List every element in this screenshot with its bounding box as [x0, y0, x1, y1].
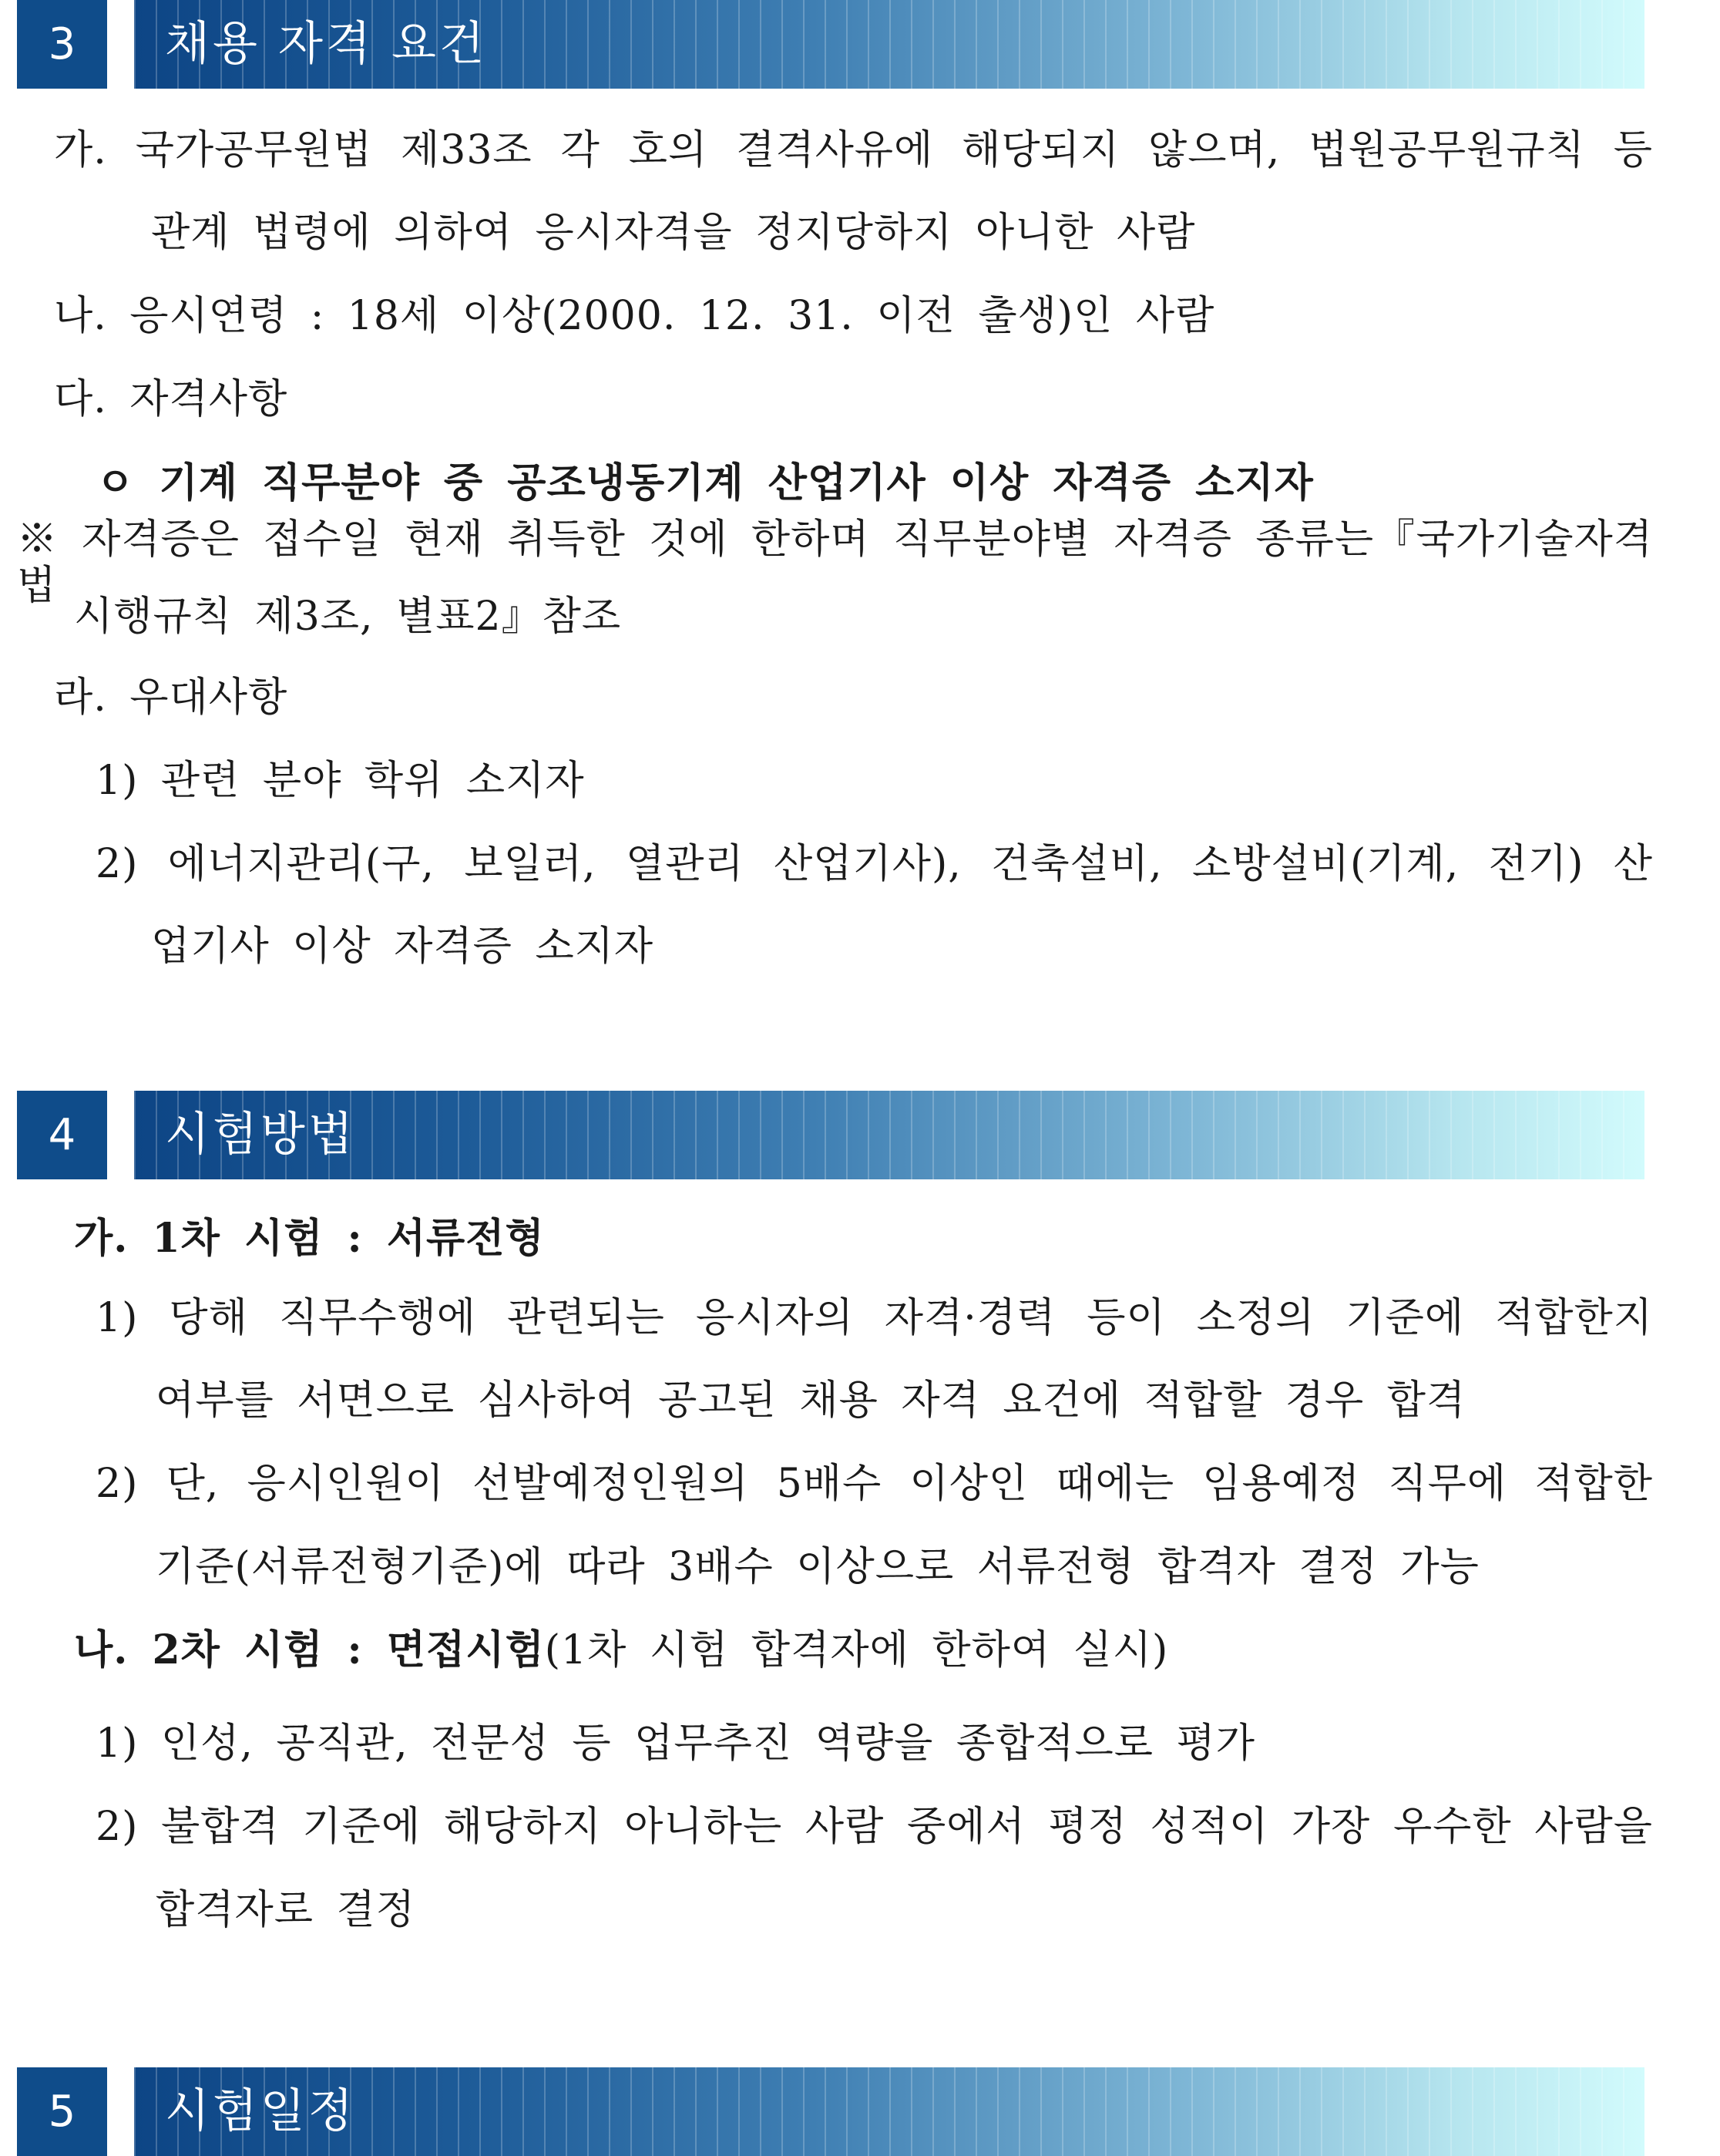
- text-line: 관계 법령에 의하여 응시자격을 정지당하지 아니한 사람: [151, 210, 1196, 256]
- section-title-bar: [134, 0, 1644, 89]
- list-item: 1) 인성, 공직관, 전문성 등 업무추진 역량을 종합적으로 평가: [96, 1720, 1256, 1767]
- list-item-continued: 합격자로 결정: [156, 1887, 415, 1933]
- subheading-bold: 나. 2차 시험 : 면접시험: [74, 1626, 545, 1673]
- note-line: 시행규칙 제3조, 별표2』참조: [74, 594, 622, 640]
- section-5-header: [0, 2067, 1720, 2156]
- list-item: 1) 당해 직무수행에 관련되는 응시자의 자격·경력 등이 소정의 기준에 적합한지: [96, 1295, 1653, 1341]
- subheading: [74, 1627, 1168, 1673]
- subheading: 가. 1차 시험 : 서류전형: [74, 1215, 545, 1262]
- list-item: 2) 불합격 기준에 해당하지 아니하는 사람 중에서 평정 성적이 가장 우수한 사람을: [96, 1804, 1653, 1850]
- section-title-bar: [134, 1091, 1644, 1179]
- list-item-continued: 여부를 서면으로 심사하여 공고된 채용 자격 요건에 적합할 경우 합격: [156, 1377, 1466, 1424]
- list-item: 2) 단, 응시인원이 선발예정인원의 5배수 이상인 때에는 임용예정 직무에 적합한: [96, 1461, 1653, 1507]
- list-item: 1) 관련 분야 학위 소지자: [96, 758, 585, 804]
- text-line: 가. 국가공무원법 제33조 각 호의 결격사유에 해당되지 않으며, 법원공무원규칙 등: [54, 127, 1653, 173]
- highlighted-requirement: ㅇ 기계 직무분야 중 공조냉동기계 산업기사 이상 자격증 소지자: [96, 459, 1314, 506]
- text-line: 나. 응시연령 : 18세 이상(2000. 12. 31. 이전 출생)인 사람: [54, 293, 1215, 339]
- section-number: 5: [17, 2067, 107, 2156]
- note-line: ※ 자격증은 접수일 현재 취득한 것에 한하며 직무분야별 자격증 종류는『국가기술자격법: [17, 516, 1653, 609]
- list-item: 2) 에너지관리(구, 보일러, 열관리 산업기사), 건축설비, 소방설비(기계, 전기) 산: [96, 841, 1653, 887]
- text-line: 다. 자격사항: [54, 376, 288, 422]
- section-number: 3: [17, 0, 107, 89]
- list-item-continued: 업기사 이상 자격증 소지자: [151, 923, 654, 970]
- subheading-note: (1차 시험 합격자에 한하여 실시): [544, 1627, 1169, 1673]
- list-item-continued: 기준(서류전형기준)에 따라 3배수 이상으로 서류전형 합격자 결정 가능: [156, 1544, 1480, 1590]
- section-3-header: [0, 0, 1720, 89]
- section-title-bar: [134, 2067, 1644, 2156]
- text-line: 라. 우대사항: [54, 674, 288, 721]
- section-title: 시험일정: [165, 2084, 356, 2138]
- section-title: 채용 자격 요건: [165, 17, 487, 71]
- section-4-header: [0, 1091, 1720, 1179]
- section-number: 4: [17, 1091, 107, 1179]
- section-title: 시험방법: [165, 1108, 356, 1162]
